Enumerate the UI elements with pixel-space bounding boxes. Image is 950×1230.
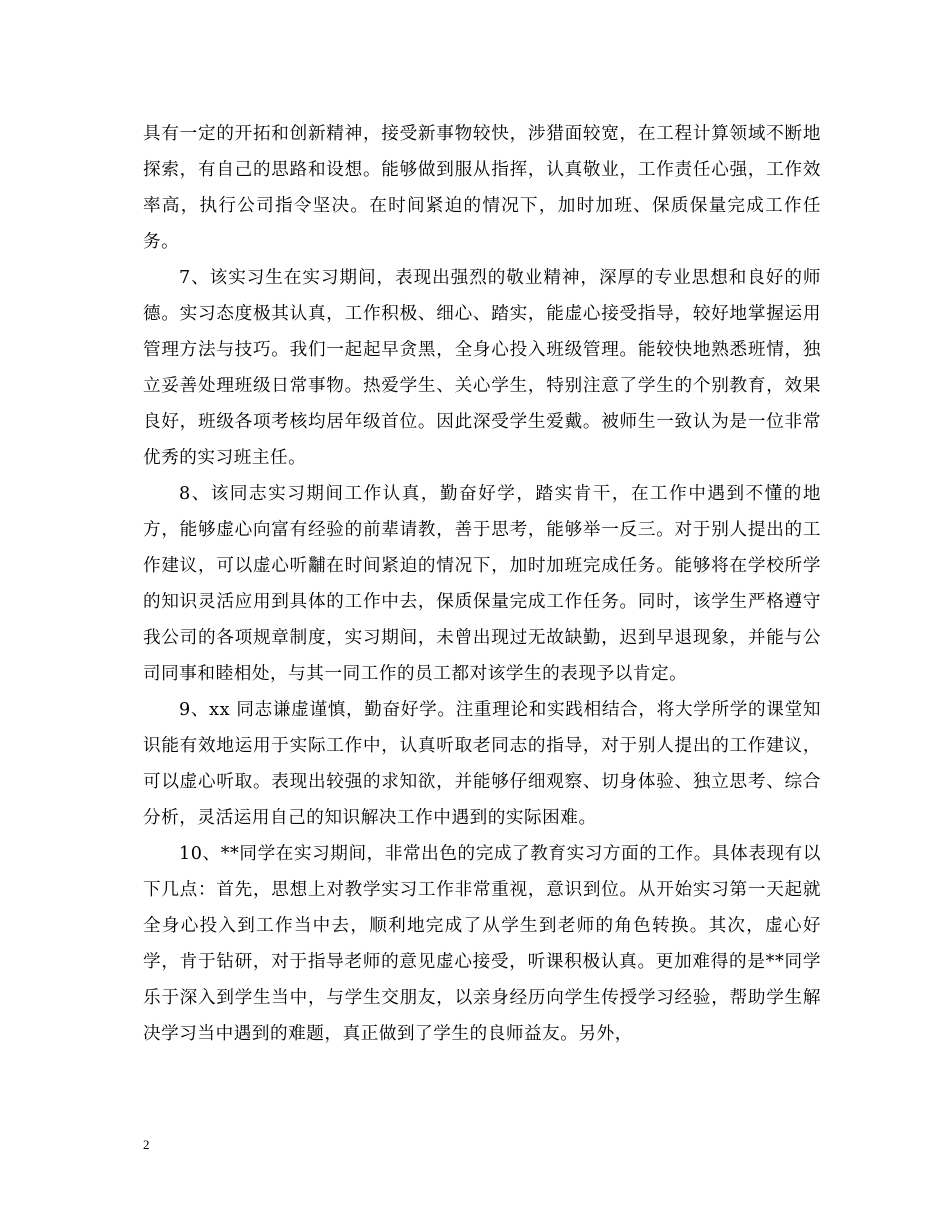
paragraph-continuation: 具有一定的开拓和创新精神，接受新事物较快，涉猎面较宽，在工程计算领域不断地探索，有自己的思路和设想。能够做到服从指挥，认真敬业，工作责任心强，工作效率高，执行公司指令坚决。在时间紧迫的情况下，加时加班、保质保量完成工作任务。 <box>143 124 821 252</box>
paragraph-item-9: 9、xx 同志谦虚谨慎，勤奋好学。注重理论和实践相结合，将大学所学的课堂知识能有效地运用于实际工作中，认真听取老同志的指导，对于别人提出的工作建议，可以虚心听取。表现出较强的求知欲，并能够仔细观察、切身体验、独立思考、综合分析，灵活运用自己的知识解决工作中遇到的实际困难。 <box>143 700 821 828</box>
paragraph-item-8: 8、该同志实习期间工作认真，勤奋好学，踏实肯干，在工作中遇到不懂的地方，能够虚心向富有经验的前辈请教，善于思考，能够举一反三。对于别人提出的工作建议，可以虚心听黼在时间紧迫的情况下，加时加班完成任务。能够将在学校所学的知识灵活应用到具体的工作中去，保质保量完成工作任务。同时，该学生严格遵守我公司的各项规章制度，实习期间，未曾出现过无故缺勤，迟到早退现象，并能与公司同事和睦相处，与其一同工作的员工都对该学生的表现予以肯定。 <box>143 484 821 684</box>
document-body <box>143 116 821 1052</box>
paragraph-item-10: 10、**同学在实习期间，非常出色的完成了教育实习方面的工作。具体表现有以下几点：首先，思想上对教学实习工作非常重视，意识到位。从开始实习第一天起就全身心投入到工作当中去，顺利地完成了从学生到老师的角色转换。其次，虚心好学，肯于钻研，对于指导老师的意见虚心接受，听课积极认真。更加难得的是**同学乐于深入到学生当中，与学生交朋友，以亲身经历向学生传授学习经验，帮助学生解决学习当中遇到的难题，真正做到了学生的良师益友。另外， <box>143 844 821 1044</box>
paragraph-item-7: 7、该实习生在实习期间，表现出强烈的敬业精神，深厚的专业思想和良好的师德。实习态度极其认真，工作积极、细心、踏实，能虚心接受指导，较好地掌握运用管理方法与技巧。我们一起起早贪黑，全身心投入班级管理。能较快地熟悉班情，独立妥善处理班级日常事物。热爱学生、关心学生，特别注意了学生的个别教育，效果良好，班级各项考核均居年级首位。因此深受学生爱戴。被师生一致认为是一位非常优秀的实习班主任。 <box>143 268 821 468</box>
page-number: 2 <box>143 1137 150 1152</box>
